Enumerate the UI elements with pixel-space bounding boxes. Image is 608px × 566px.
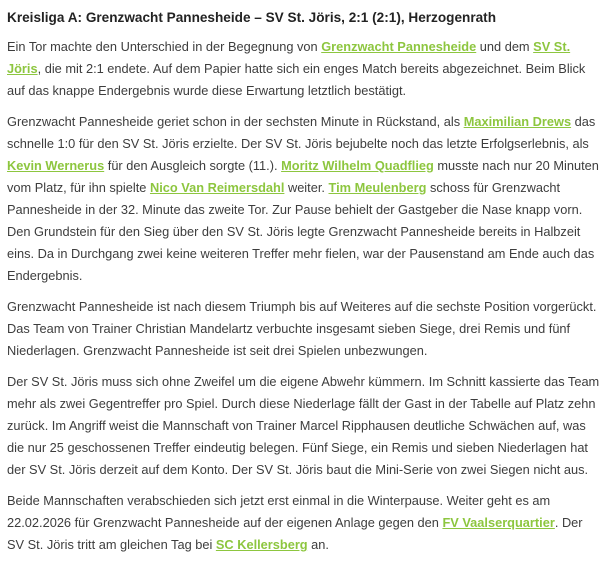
link-sc-kellersberg[interactable]: SC Kellersberg	[215, 537, 308, 552]
article-body	[7, 36, 601, 556]
link-kevin-wernerus[interactable]: Kevin Wernerus	[7, 158, 105, 173]
link-maximilian-drews[interactable]: Maximilian Drews	[463, 114, 572, 129]
link-moritz-wilhelm-quadflieg[interactable]: Moritz Wilhelm Quadflieg	[281, 158, 434, 173]
paragraph: Ein Tor machte den Unterschied in der Begegnung von Grenzwacht Pannesheide und dem SV St. Jöris, die mit 2:1 endete. Auf dem Papier hatte sich ein enges Match bereits abgezeichnet. Beim Blick auf das knappe Endergebnis wurde diese Erwartung letztlich bestätigt.	[7, 39, 586, 98]
paragraph: Grenzwacht Pannesheide ist nach diesem Triumph bis auf Weiteres auf die sechste Position vorgerückt. Das Team von Trainer Christian Mandelartz verbuchte insgesamt sieben Siege, drei Remis und fünf Niederlagen. Grenzwacht Pannesheide ist seit drei Spielen unbezwungen.	[7, 299, 597, 358]
link-tim-meulenberg[interactable]: Tim Meulenberg	[328, 180, 427, 195]
paragraph: Grenzwacht Pannesheide geriet schon in der sechsten Minute in Rückstand, als Maximilian Drews das schnelle 1:0 für den SV St. Jöris erzielte. Der SV St. Jöris bejubelte noch das letzte Erfolgserlebnis, als Kevin Wernerus für den Ausgleich sorgte (11.). Moritz Wilhelm Quadflieg musste nach nur 20 Minuten vom Platz, für ihn spielte Nico Van Reimersdahl weiter. Tim Meulenberg schoss für Grenzwacht Pannesheide in der 32. Minute das zweite Tor. Zur Pause behielt der Gastgeber die Nase knapp vorn. Den Grundstein für den Sieg über den SV St. Jöris legte Grenzwacht Pannesheide bereits in Halbzeit eins. Da in Durchgang zwei keine weiteren Treffer mehr fielen, war der Pausenstand am Ende auch das Endergebnis.	[7, 114, 599, 283]
link-grenzwacht-pannesheide[interactable]: Grenzwacht Pannesheide	[321, 39, 477, 54]
link-sv-st-joeris[interactable]: SV St. Jöris	[7, 39, 571, 76]
paragraph: Der SV St. Jöris muss sich ohne Zweifel um die eigene Abwehr kümmern. Im Schnitt kassierte das Team mehr als zwei Gegentreffer pro Spiel. Durch diese Niederlage fällt der Gast in der Tabelle auf Platz zehn zurück. Im Angriff weist die Mannschaft von Trainer Marcel Ripphausen deutliche Schwächen auf, was die nur 25 geschossenen Treffer eindeutig belegen. Fünf Siege, ein Remis und sieben Niederlagen hat der SV St. Jöris derzeit auf dem Konto. Der SV St. Jöris baut die Mini-Serie von zwei Siegen nicht aus.	[7, 374, 600, 477]
link-fv-vaalserquartier[interactable]: FV Vaalserquartier	[442, 515, 555, 530]
link-nico-van-reimersdahl[interactable]: Nico Van Reimersdahl	[149, 180, 285, 195]
paragraph: Beide Mannschaften verabschieden sich jetzt erst einmal in die Winterpause. Weiter geht es am 22.02.2026 für Grenzwacht Pannesheide auf der eigenen Anlage gegen den FV Vaalserquartier. Der SV St. Jöris tritt am gleichen Tag bei SC Kellersberg an.	[7, 493, 583, 552]
article-title: Kreisliga A: Grenzwacht Pannesheide – SV St. Jöris, 2:1 (2:1), Herzogenrath	[7, 10, 497, 25]
